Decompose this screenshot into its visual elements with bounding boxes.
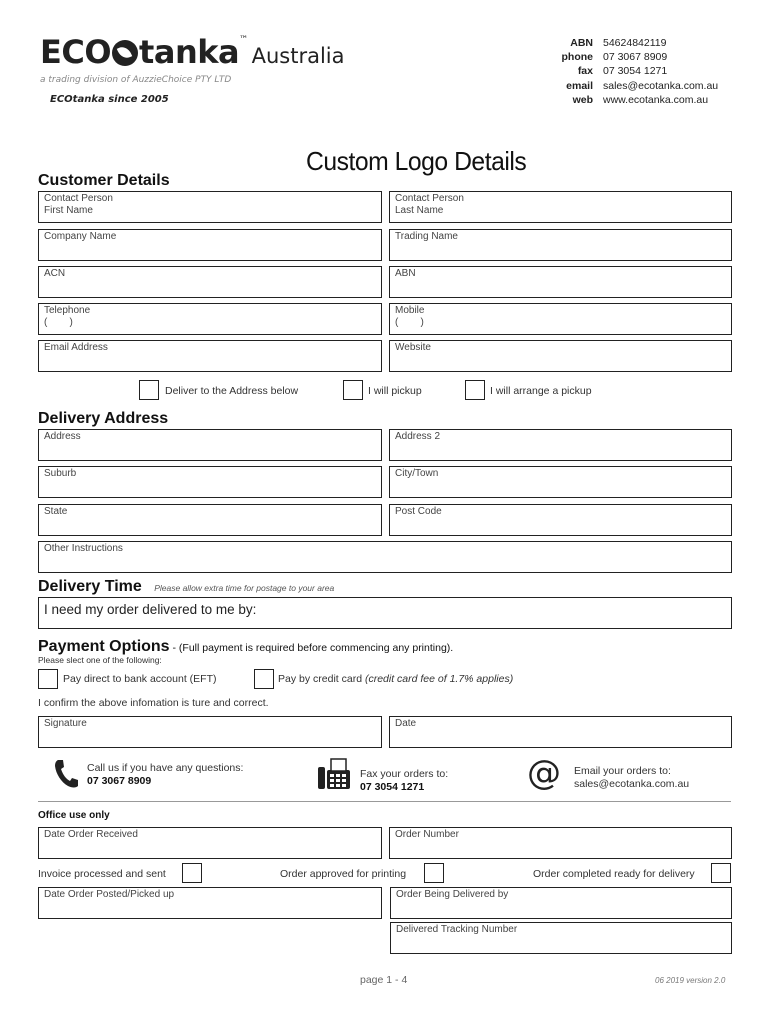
credit-card-checkbox[interactable] xyxy=(254,669,274,689)
completed-label: Order completed ready for delivery xyxy=(533,868,695,880)
pickup-label: I will pickup xyxy=(368,385,422,397)
website-field[interactable]: Website xyxy=(389,340,732,372)
tracking-number-field[interactable]: Delivered Tracking Number xyxy=(390,922,732,954)
first-name-field[interactable]: Contact Person First Name xyxy=(38,191,382,223)
delivery-address-heading: Delivery Address xyxy=(38,410,169,427)
arrange-pickup-checkbox[interactable] xyxy=(465,380,485,400)
pickup-checkbox[interactable] xyxy=(343,380,363,400)
signature-field[interactable]: Signature xyxy=(38,716,382,748)
contact-block xyxy=(540,36,718,107)
approved-label: Order approved for printing xyxy=(280,868,407,880)
call-us-info: Call us if you have any questions: 07 3067 8909 xyxy=(87,762,244,787)
deliver-checkbox[interactable] xyxy=(139,380,159,400)
delivered-by-field[interactable]: Order Being Delivered by xyxy=(390,887,732,919)
acn-field[interactable]: ACN xyxy=(38,266,382,298)
invoice-checkbox[interactable] xyxy=(182,863,202,883)
company-name-field[interactable]: Company Name xyxy=(38,229,382,261)
contact-row-fax: fax 07 3054 1271 xyxy=(577,65,668,78)
date-field[interactable]: Date xyxy=(389,716,732,748)
invoice-label: Invoice processed and sent xyxy=(38,868,166,880)
address2-field[interactable]: Address 2 xyxy=(389,429,732,461)
last-name-field[interactable]: Contact Person Last Name xyxy=(389,191,732,223)
other-instructions-field[interactable]: Other Instructions xyxy=(38,541,732,573)
page-number: page 1 - 4 xyxy=(360,974,408,986)
since-note: ECOtanka since 2005 xyxy=(50,94,169,105)
at-sign-icon: @ xyxy=(527,753,561,793)
telephone-field[interactable]: Telephone ( ) xyxy=(38,303,382,335)
logo-text-eco: ECO xyxy=(40,33,112,71)
contact-row-web: web www.ecotanka.com.au xyxy=(572,93,709,106)
fax-icon xyxy=(317,758,351,790)
contact-row-abn: ABN 54624842119 xyxy=(570,37,667,49)
email-orders-info: Email your orders to: sales@ecotanka.com.au xyxy=(574,765,690,790)
contact-row-email: email sales@ecotanka.com.au xyxy=(566,79,719,92)
deliver-label: Deliver to the Address below xyxy=(165,385,299,397)
customer-details-heading: Customer Details xyxy=(38,172,170,189)
logo-country: Australia xyxy=(251,44,345,68)
logo-text-tanka: tanka xyxy=(139,33,240,71)
fax-orders-info: Fax your orders to: 07 3054 1271 xyxy=(360,768,449,793)
phone-icon xyxy=(52,758,80,790)
trading-note: a trading division of AuzzieChoice PTY LTD xyxy=(40,75,232,85)
page-title: Custom Logo Details xyxy=(306,146,527,176)
confirm-statement: I confirm the above infomation is ture and correct. xyxy=(38,697,269,709)
approved-checkbox[interactable] xyxy=(424,863,444,883)
date-order-received-field[interactable]: Date Order Received xyxy=(38,827,382,859)
delivery-time-heading: Delivery Time Please allow extra time for postage to your area xyxy=(38,578,335,595)
contact-row-phone: phone 07 3067 8909 xyxy=(561,51,668,64)
abn-field[interactable]: ABN xyxy=(389,266,732,298)
version-note: 06 2019 version 2.0 xyxy=(655,976,726,985)
city-town-field[interactable]: City/Town xyxy=(389,466,732,498)
trading-name-field[interactable]: Trading Name xyxy=(389,229,732,261)
payment-options-heading: Payment Options - (Full payment is required before commencing any printing). xyxy=(38,638,454,655)
email-address-field[interactable]: Email Address xyxy=(38,340,382,372)
logo-trademark: ™ xyxy=(239,35,248,45)
completed-checkbox[interactable] xyxy=(711,863,731,883)
mobile-field[interactable]: Mobile ( ) xyxy=(389,303,732,335)
arrange-pickup-label: I will arrange a pickup xyxy=(490,385,592,397)
date-posted-field[interactable]: Date Order Posted/Picked up xyxy=(38,887,382,919)
leaf-icon xyxy=(112,40,138,66)
credit-card-label: Pay by credit card (credit card fee of 1.7% applies) xyxy=(278,673,514,685)
delivery-time-note: Please allow extra time for postage to your area xyxy=(154,583,335,593)
divider xyxy=(38,801,731,802)
office-use-heading: Office use only xyxy=(38,810,110,821)
order-number-field[interactable]: Order Number xyxy=(389,827,732,859)
payment-select-note: Please slect one of the following: xyxy=(38,655,162,665)
state-field[interactable]: State xyxy=(38,504,382,536)
company-logo xyxy=(40,33,345,71)
eft-checkbox[interactable] xyxy=(38,669,58,689)
delivery-date-field[interactable]: I need my order delivered to me by: xyxy=(38,597,732,629)
address-field[interactable]: Address xyxy=(38,429,382,461)
post-code-field[interactable]: Post Code xyxy=(389,504,732,536)
eft-label: Pay direct to bank account (EFT) xyxy=(63,673,217,685)
suburb-field[interactable]: Suburb xyxy=(38,466,382,498)
